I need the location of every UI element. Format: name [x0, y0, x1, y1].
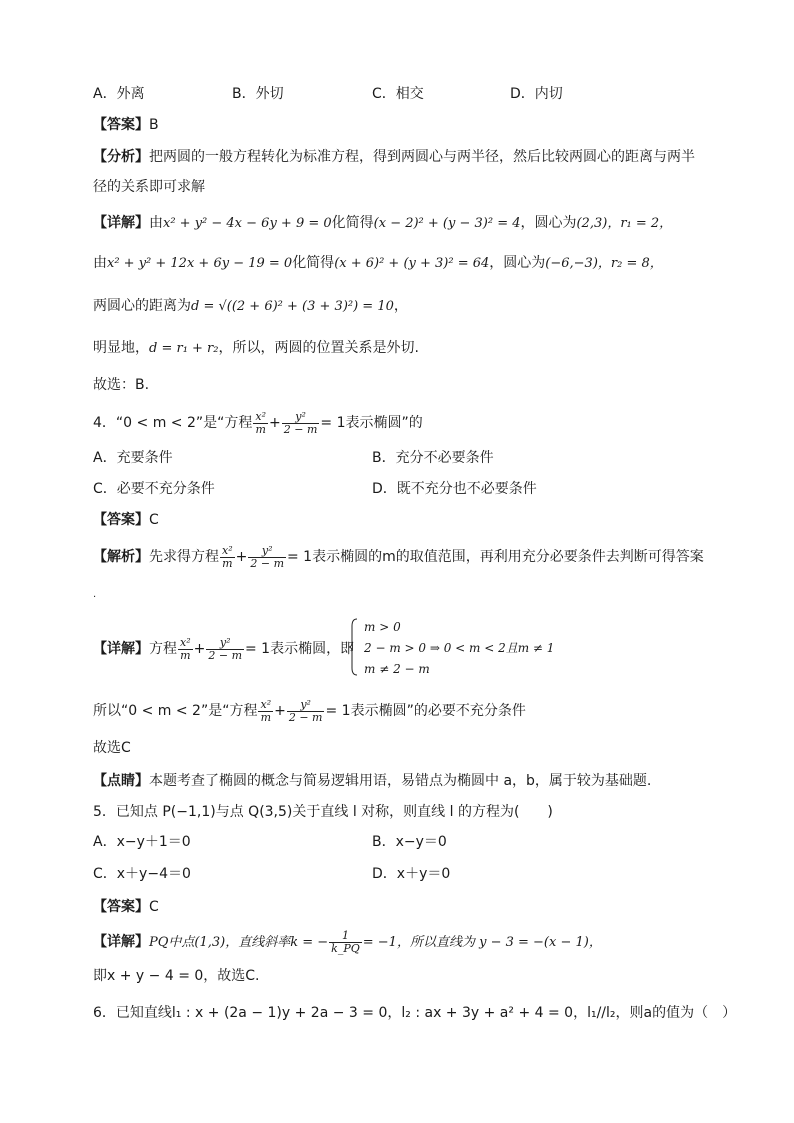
text: = 1表示椭圆的m的取值范围，再利用充分必要条件去判断可得答案 [287, 549, 704, 565]
q4-note [93, 771, 651, 791]
q4-analysis [93, 540, 704, 574]
text: 方程 [149, 641, 177, 657]
q4-option-b: B．充分不必要条件 [372, 450, 494, 466]
denominator: 2 − m [208, 648, 242, 662]
equation: x² + y² − 4x − 6y + 9 = 0 [163, 216, 332, 231]
denominator: 2 − m [288, 710, 323, 724]
brace-icon [348, 618, 358, 676]
numerator: y² [282, 411, 320, 424]
equation: k = − [290, 935, 329, 950]
numerator: y² [206, 637, 244, 650]
denominator: m [260, 710, 272, 724]
note-tag: 【点睛】 [93, 773, 149, 789]
analysis-text: 把两圆的一般方程转化为标准方程，得到两圆心与两半径，然后比较两圆心的距离与两半 [149, 149, 695, 165]
text: 两圆心的距离为 [93, 298, 191, 314]
q3-option-c: C．相交 [372, 86, 424, 102]
equation: d = r₁ + r₂ [149, 341, 219, 356]
detail-tag: 【详解】 [93, 215, 149, 231]
q5-detail-line-1 [93, 924, 602, 961]
text: = 1表示椭圆”的 [320, 415, 423, 431]
numerator: y² [248, 545, 286, 558]
text: 先求得方程 [149, 549, 219, 565]
denominator: m [255, 422, 266, 436]
q3-detail-line-3 [93, 296, 408, 317]
system-line-1: m > 0 [364, 620, 401, 634]
text: 化简得 [331, 215, 374, 231]
q3-analysis-line-1 [93, 147, 695, 167]
fraction [282, 411, 320, 436]
q5-option-b: B．x−y＝0 [372, 834, 447, 850]
numerator: x² [180, 635, 191, 649]
q3-analysis-line-2: 径的关系即可求解 [93, 179, 205, 195]
text: = 1表示椭圆，即 [245, 641, 355, 657]
plus: + [274, 703, 286, 719]
answer-tag: 【答案】 [93, 899, 149, 915]
q3-option-b: B．外切 [232, 86, 284, 102]
q4-option-d: D．既不充分也不必要条件 [372, 481, 537, 497]
q3-choose: 故选：B. [93, 377, 150, 393]
q5-option-a: A．x−y＋1＝0 [93, 834, 191, 850]
detail-tag: 【详解】 [93, 641, 149, 657]
answer-value: C [149, 899, 159, 915]
q3-detail-line-1 [93, 213, 672, 234]
text: PQ中点(1,3)，直线斜率 [149, 935, 291, 950]
fraction [220, 545, 235, 570]
text: 明显地， [93, 340, 149, 356]
q5-option-d: D．x＋y＝0 [372, 866, 451, 882]
numerator: x² [222, 543, 233, 557]
equation: (2,3) [576, 216, 608, 231]
analysis-tag: 【分析】 [93, 149, 149, 165]
text: ，圆心为 [489, 255, 546, 271]
q4-option-a: A．充要条件 [93, 450, 173, 466]
fraction [253, 411, 268, 436]
text: 由 [149, 215, 163, 231]
denominator: 2 − m [250, 556, 284, 570]
q3-detail-line-4 [93, 338, 419, 359]
q3-option-a: A．外离 [93, 86, 145, 102]
q4-analysis-dot: . [93, 589, 97, 600]
denominator: 2 − m [283, 422, 318, 436]
q5-detail-line-2: 即x + y − 4 = 0，故选C. [93, 968, 260, 984]
text: 4．“0 < m < 2”是“方程 [93, 415, 253, 431]
answer-tag: 【答案】 [93, 512, 149, 528]
text: 由 [93, 255, 107, 271]
equation: ，r₁ = 2， [607, 216, 673, 231]
answer-value: B [149, 117, 159, 133]
text: ，圆心为 [520, 215, 577, 231]
numerator: x² [260, 697, 272, 711]
denominator: m [222, 556, 233, 570]
equation: x² + y² + 12x + 6y − 19 = 0 [107, 256, 293, 271]
q3-detail-line-2 [93, 253, 663, 274]
note-text: 本题考查了椭圆的概念与简易逻辑用语，易错点为椭圆中 a，b，属于较为基础题. [149, 773, 652, 789]
fraction [258, 699, 273, 724]
fraction [206, 637, 244, 662]
numerator: x² [255, 409, 267, 423]
plus: + [235, 549, 248, 565]
numerator: 1 [329, 930, 362, 943]
fraction [287, 699, 325, 724]
q4-stem [93, 406, 423, 440]
q6-stem: 6．已知直线l₁ : x + (2a − 1)y + 2a − 3 = 0，l₂ : ax + 3y + a² + 4 = 0，l₁//l₂，则a的值为（ ） [93, 1005, 737, 1021]
system-line-2: 2 − m > 0 ⇒ 0 < m < 2且m ≠ 1 [364, 641, 555, 655]
denominator: k_PQ [331, 941, 360, 955]
answer-value: C [149, 512, 159, 528]
q4-conclusion [93, 694, 526, 728]
q4-choose: 故选C [93, 740, 131, 756]
text: 所以“0 < m < 2”是“方程 [93, 703, 258, 719]
equation: ，r₂ = 8， [597, 256, 663, 271]
text: 化简得 [292, 255, 335, 271]
equation: (−6,−3) [545, 256, 598, 271]
denominator: m [180, 648, 191, 662]
text: ， [393, 298, 408, 314]
q3-answer [93, 115, 159, 135]
fraction [178, 637, 193, 662]
q5-answer [93, 897, 159, 917]
answer-tag: 【答案】 [93, 117, 149, 133]
plus: + [269, 415, 281, 431]
plus: + [193, 641, 206, 657]
q5-stem: 5．已知点 P(−1,1)与点 Q(3,5)关于直线 l 对称，则直线 l 的方程为( ) [93, 804, 553, 820]
q4-option-c: C．必要不充分条件 [93, 481, 215, 497]
text: ，所以直线为 y − 3 = −(x − 1)， [396, 935, 602, 950]
q4-answer [93, 510, 159, 530]
text: ，所以，两圆的位置关系是外切. [218, 340, 419, 356]
equation: d = √((2 + 6)² + (3 + 3)²) = 10 [191, 299, 394, 314]
q5-option-c: C．x＋y−4＝0 [93, 866, 191, 882]
fraction [329, 930, 362, 955]
analysis-tag: 【解析】 [93, 549, 149, 565]
fraction [248, 545, 286, 570]
q3-option-d: D．内切 [510, 86, 563, 102]
equation: (x + 6)² + (y + 3)² = 64 [334, 256, 490, 271]
q4-inequality-system [348, 618, 555, 680]
equation: = −1 [362, 935, 397, 950]
equation: (x − 2)² + (y − 3)² = 4 [373, 216, 521, 231]
detail-tag: 【详解】 [93, 934, 149, 950]
system-line-3: m ≠ 2 − m [364, 662, 430, 676]
q4-detail [93, 632, 354, 666]
numerator: y² [287, 699, 325, 712]
text: = 1表示椭圆”的必要不充分条件 [325, 703, 526, 719]
